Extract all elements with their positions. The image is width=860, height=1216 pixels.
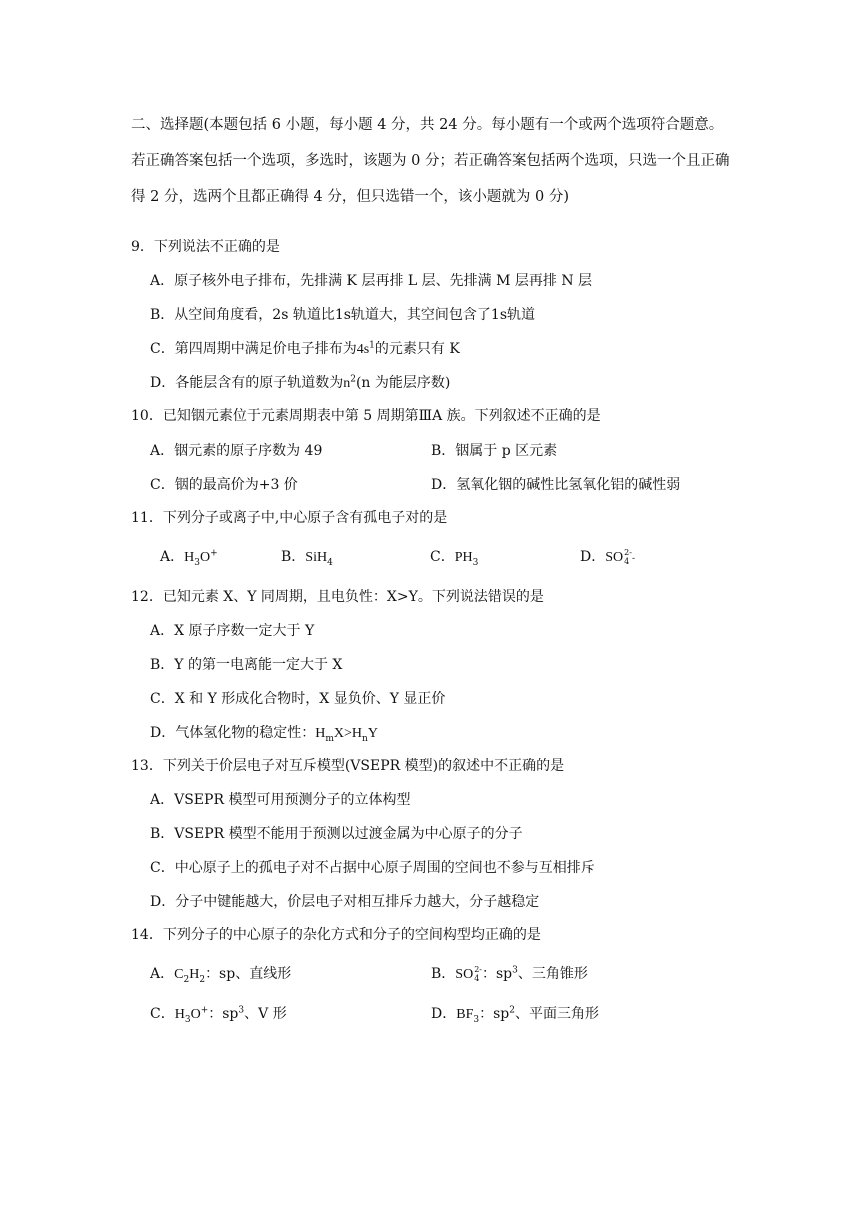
question-9-stem: 9．下列说法不正确的是 [131,239,280,255]
question-11-stem: 11．下列分子或离子中,中心原子含有孤电子对的是 [131,510,448,526]
question-9-option-a: A．原子核外电子排布，先排满 K 层再排 L 层、先排满 M 层再排 N 层 [150,273,593,289]
section-intro: 二、选择题(本题包括 6 小题，每小题 4 分，共 24 分。每小题有一个或两个选项符合题意。若正确答案包括一个选项，多选时，该题为 0 分；若正确答案包括两个选项，只选一个且正确得 2 分，选两个且都正确得 4 分，但只选错一个，该小题就为 0 分) [131,117,730,205]
question-10-option-d: D．氢氧化铟的碱性比氢氧化铝的碱性弱 [431,477,681,493]
question-10-stem: 10．已知铟元素位于元素周期表中第 5 周期第ⅢA 族。下列叙述不正确的是 [131,408,601,424]
question-14-stem: 14．下列分子的中心原子的杂化方式和分子的空间构型均正确的是 [131,927,541,943]
question-14-option-b: B．SO 2- 4 ：$sp^3$、三角锥形 [431,965,588,983]
question-14-option-d: D．$BF_3$：$sp^2$、平面三角形 [431,1005,599,1025]
question-11-option-a: A．$H_3O^+$ [160,548,218,568]
question-12-stem: 12．已知元素 X、Y 同周期，且电负性：X>Y。下列说法错误的是 [131,589,544,605]
question-10-option-b: B．铟属于 p 区元素 [431,443,558,459]
question-10-option-c: C．铟的最高价为+3 价 [150,477,298,493]
question-9-option-b: B．从空间角度看，2s 轨道比1s轨道大，其空间包含了1s轨道 [150,307,536,323]
question-12-option-a: A．X 原子序数一定大于 Y [150,623,315,639]
question-11-option-c: C．$PH_3$ [430,549,479,568]
question-9-option-d: D．各能层含有的原子轨道数为$n^2(n$ 为能层序数) [150,374,451,391]
question-13-option-b: B．VSEPR 模型不能用于预测以过渡金属为中心原子的分子 [150,826,523,842]
question-11-option-b: B．SiH$_4$ [281,549,333,568]
question-13-option-a: A．VSEPR 模型可用预测分子的立体构型 [150,792,411,808]
question-13-stem: 13．下列关于价层电子对互斥模型(VSEPR 模型)的叙述中不正确的是 [131,758,565,774]
question-14-option-a: A．$C_2H_2$：sp、直线形 [150,966,292,985]
question-11-option-d: D．SO 2- 4 - [580,548,635,566]
question-12-option-b: B．Y 的第一电离能一定大于 X [150,657,343,673]
question-14-option-c: C．$H_3O^+$：$sp^3$、V 形 [150,1005,287,1025]
question-12-option-c: C．X 和 Y 形成化合物时，X 显负价、Y 显正价 [150,691,446,707]
question-12-option-d: D．气体氢化物的稳定性：$H_mX>H_nY$ [150,725,378,744]
question-13-option-d: D．分子中键能越大，价层电子对相互排斥力越大，分子越稳定 [150,894,540,910]
question-9-option-c: C．第四周期中满足价电子排布为$4s^1$的元素只有 K [150,340,460,357]
question-10-option-a: A．铟元素的原子序数为 49 [150,443,323,459]
question-13-option-c: C．中心原子上的孤电子对不占据中心原子周围的空间也不参与互相排斥 [150,860,595,876]
